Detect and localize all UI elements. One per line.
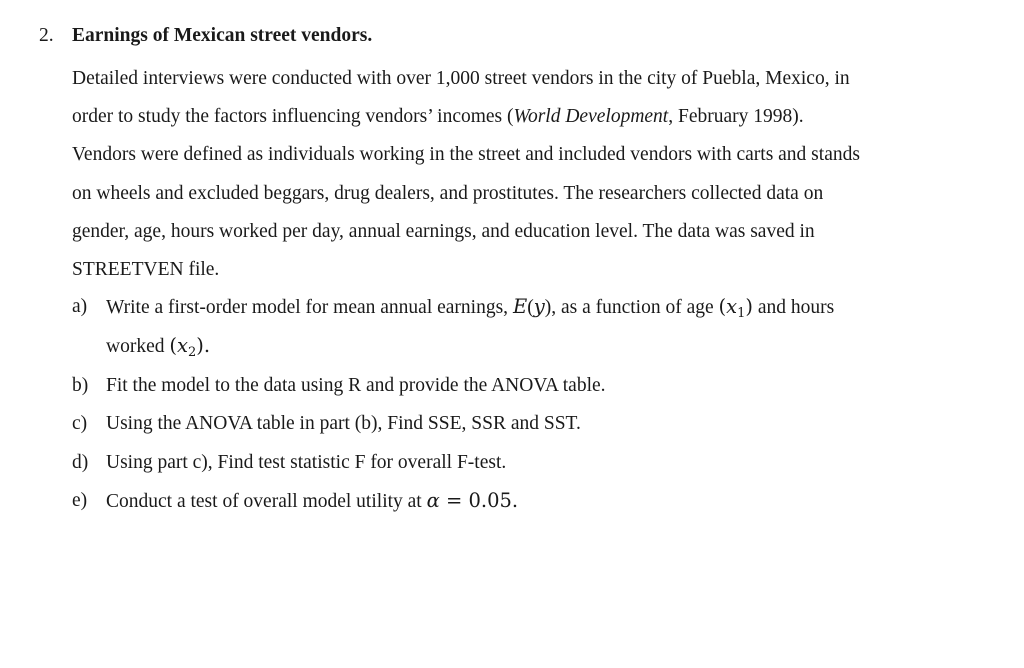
part-text: Fit the model to the data using R and provide the ANOVA table. [106,374,606,396]
part-label: c) [72,413,88,435]
problem-description [72,60,987,289]
part-label: e) [72,490,88,512]
description-line: Vendors were defined as individuals working in the street and included vendors with carts and stands [72,144,860,166]
alpha-symbol: α [426,489,440,513]
problem-parts-list [72,288,992,521]
part-text: Using part c), Find test statistic F for overall F-test. [106,451,507,473]
part-a-line-2: worked $(x_2)$. [106,334,211,361]
part-label: b) [72,374,89,396]
journal-name: World Development [513,106,669,128]
part-a [72,288,992,367]
part-label: a) [72,296,88,317]
part-text: Conduct a test of overall model utility at α = 0.05. [106,489,519,513]
part-b [72,367,992,405]
problem-number: 2. [39,25,54,46]
description-line: Detailed interviews were conducted with over 1,000 street vendors in the city of Puebla, Mexico, in [72,68,850,89]
part-c [72,405,992,443]
problem-heading [39,22,372,50]
problem-title: Earnings of Mexican street vendors. [72,25,373,46]
part-e [72,482,992,521]
part-label: d) [72,451,89,473]
description-line: STREETVEN file. [72,259,220,281]
description-line: order to study the factors influencing vendors’ incomes (World Development, February 1998). [72,106,804,128]
part-a-line-1: Write a first-order model for mean annual earnings, E(y), as a function of age $(x_1)$ and hours [106,295,835,321]
part-text: Using the ANOVA table in part (b), Find SSE, SSR and SST. [106,413,581,435]
part-d [72,444,992,482]
description-line: on wheels and excluded beggars, drug dealers, and prostitutes. The researchers collected data on [72,182,824,204]
description-line: gender, age, hours worked per day, annual earnings, and education level. The data was saved in [72,220,815,242]
